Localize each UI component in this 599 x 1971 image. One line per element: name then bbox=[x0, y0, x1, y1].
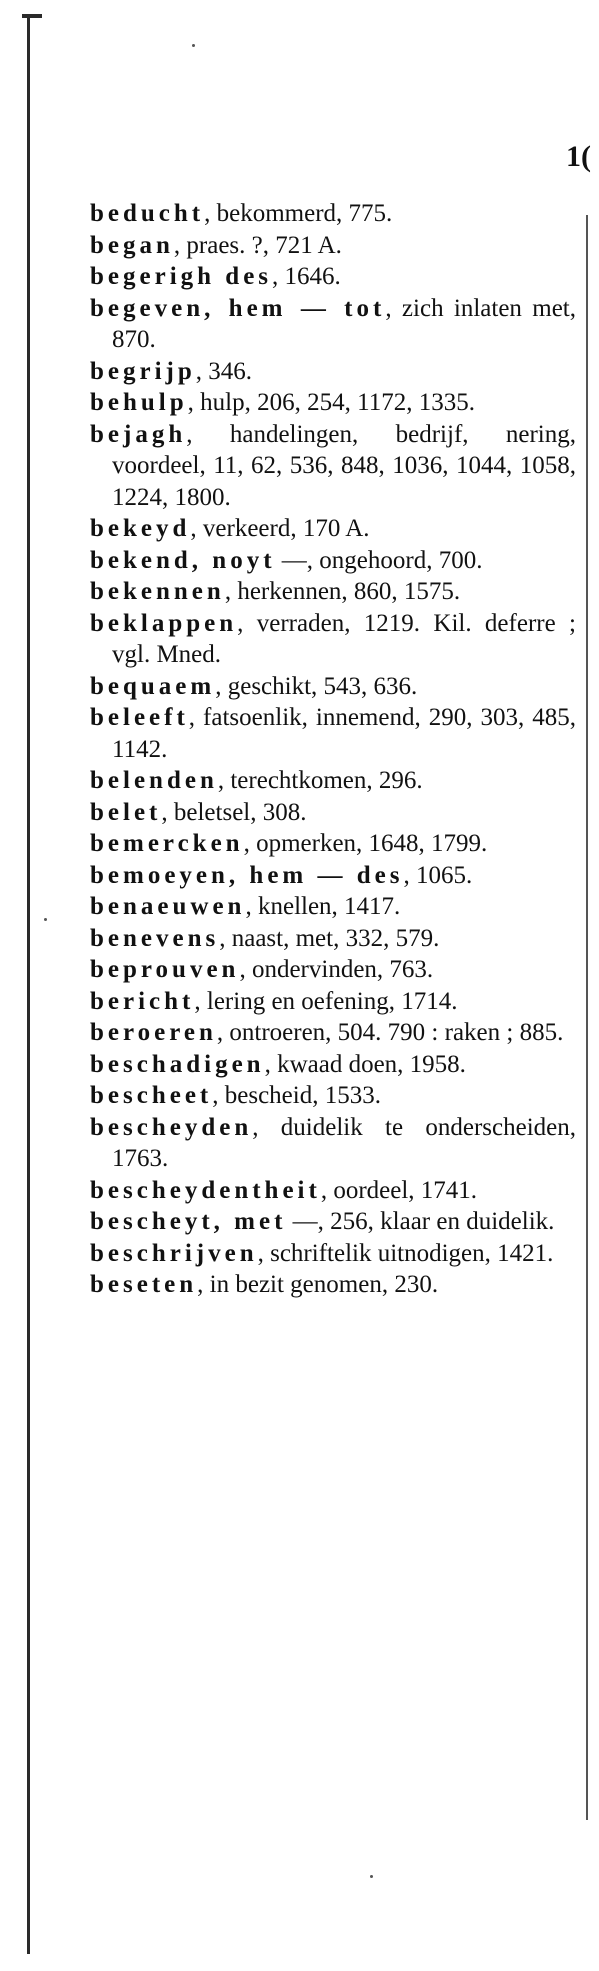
left-margin-rule bbox=[27, 14, 30, 1954]
entry-headword: beducht bbox=[90, 200, 205, 227]
glossary-entry bbox=[90, 891, 576, 923]
entry-headword: beseten bbox=[90, 1271, 198, 1298]
entry-headword: beprouven bbox=[90, 956, 240, 983]
entry-headword: beroeren bbox=[90, 1019, 217, 1046]
glossary-entry bbox=[90, 387, 576, 419]
entry-definition: , handelingen, bedrijf, nering, voordeel, 11, 62, 536, 848, 1036, 1044, 1058, 1224, 1800. bbox=[112, 420, 576, 511]
entry-headword: bejagh bbox=[90, 420, 187, 448]
entry-headword: beleeft bbox=[90, 704, 189, 731]
entry-definition: , ondervinden, 763. bbox=[239, 956, 434, 983]
entry-headword: behulp bbox=[90, 389, 188, 416]
entry-headword: bescheet bbox=[90, 1082, 213, 1109]
glossary-entry bbox=[90, 954, 576, 986]
entry-definition: , geschikt, 543, 636. bbox=[215, 672, 418, 700]
glossary-entry bbox=[90, 608, 576, 671]
entry-headword: beklappen bbox=[90, 609, 238, 637]
entry-definition: , 346. bbox=[195, 357, 253, 385]
entry-definition: , 1646. bbox=[272, 263, 341, 290]
entry-definition: , kwaad doen, 1958. bbox=[264, 1050, 466, 1078]
entry-definition: , schriftelik uitnodigen, 1421. bbox=[257, 1239, 554, 1267]
entry-headword: beschrijven bbox=[90, 1239, 258, 1267]
entry-headword: begeven, hem — tot bbox=[90, 294, 386, 322]
print-speck bbox=[44, 918, 47, 921]
entry-definition: , fatsoenlik, innemend, 290, 303, 485, 1142. bbox=[112, 704, 576, 763]
glossary-entry bbox=[90, 261, 576, 293]
entry-headword: bekeyd bbox=[90, 515, 191, 542]
print-speck bbox=[192, 44, 195, 47]
entry-definition: , 1065. bbox=[403, 861, 473, 889]
glossary-entry bbox=[90, 230, 576, 262]
entry-headword: bemercken bbox=[90, 830, 244, 857]
glossary-entry bbox=[90, 1017, 576, 1049]
glossary-entry bbox=[90, 1112, 576, 1175]
top-corner-rule bbox=[22, 14, 42, 18]
entry-definition: , bescheid, 1533. bbox=[212, 1082, 381, 1109]
entry-definition: , bekommerd, 775. bbox=[204, 200, 393, 227]
entry-definition: , herkennen, 860, 1575. bbox=[224, 578, 461, 605]
glossary-entries bbox=[90, 198, 576, 1301]
entry-headword: bescheydentheit bbox=[90, 1176, 321, 1204]
entry-headword: bescheyt, met bbox=[90, 1208, 287, 1235]
entry-headword: bemoeyen, hem — des bbox=[90, 861, 404, 889]
glossary-entry bbox=[90, 1269, 576, 1301]
entry-headword: bekend, noyt bbox=[90, 546, 276, 574]
glossary-entry bbox=[90, 1175, 576, 1207]
entry-definition: , knellen, 1417. bbox=[245, 893, 401, 920]
entry-headword: belet bbox=[90, 798, 162, 826]
entry-definition: , naast, met, 332, 579. bbox=[219, 924, 440, 952]
glossary-entry bbox=[90, 545, 576, 577]
entry-definition: , opmerken, 1648, 1799. bbox=[243, 830, 488, 857]
entry-headword: bericht bbox=[90, 987, 195, 1015]
entry-definition: , terechtkomen, 296. bbox=[217, 767, 423, 794]
print-speck bbox=[370, 1875, 373, 1878]
page-number: 1( bbox=[566, 140, 591, 173]
entry-headword: began bbox=[90, 231, 174, 259]
entry-definition: , in bezit genomen, 230. bbox=[197, 1271, 439, 1298]
glossary-entry bbox=[90, 923, 576, 955]
glossary-entry bbox=[90, 513, 576, 545]
entry-headword: bescheyden bbox=[90, 1113, 253, 1141]
glossary-entry bbox=[90, 198, 576, 230]
glossary-entry bbox=[90, 356, 576, 388]
glossary-entry bbox=[90, 1080, 576, 1112]
entry-headword: benaeuwen bbox=[90, 893, 246, 920]
entry-headword: begerigh des bbox=[90, 263, 273, 290]
entry-definition: , praes. ?, 721 A. bbox=[173, 231, 342, 259]
entry-definition: , beletsel, 308. bbox=[161, 798, 307, 826]
entry-definition: , lering en oefening, 1714. bbox=[194, 987, 458, 1015]
glossary-entry bbox=[90, 765, 576, 797]
entry-definition: —, ongehoord, 700. bbox=[275, 546, 483, 574]
entry-headword: begrijp bbox=[90, 357, 196, 385]
entry-definition: , oordeel, 1741. bbox=[320, 1176, 478, 1204]
glossary-entry bbox=[90, 1206, 576, 1238]
glossary-entry bbox=[90, 702, 576, 765]
glossary-entry bbox=[90, 828, 576, 860]
entry-definition: , zich inlaten met, 870. bbox=[112, 294, 577, 353]
glossary-entry bbox=[90, 797, 576, 829]
entry-definition: , ontroeren, 504. 790 : raken ; 885. bbox=[216, 1019, 564, 1046]
entry-definition: , verkeerd, 170 A. bbox=[190, 515, 370, 542]
entry-definition: , verraden, 1219. Kil. deferre ; vgl. Mned. bbox=[112, 609, 576, 668]
right-margin-rule bbox=[586, 215, 588, 1820]
glossary-entry bbox=[90, 860, 576, 892]
glossary-entry bbox=[90, 1049, 576, 1081]
entry-headword: benevens bbox=[90, 924, 220, 952]
glossary-entry bbox=[90, 986, 576, 1018]
entry-headword: beschadigen bbox=[90, 1050, 265, 1078]
glossary-entry bbox=[90, 293, 576, 356]
entry-headword: bekennen bbox=[90, 578, 225, 605]
glossary-entry bbox=[90, 419, 576, 514]
glossary-entry bbox=[90, 576, 576, 608]
entry-headword: belenden bbox=[90, 767, 218, 794]
entry-headword: bequaem bbox=[90, 672, 216, 700]
entry-definition: , hulp, 206, 254, 1172, 1335. bbox=[187, 389, 475, 416]
entry-definition: , duidelik te onderscheiden, 1763. bbox=[112, 1113, 576, 1172]
glossary-entry bbox=[90, 1238, 576, 1270]
entry-definition: —, 256, klaar en duidelik. bbox=[286, 1208, 555, 1235]
glossary-entry bbox=[90, 671, 576, 703]
